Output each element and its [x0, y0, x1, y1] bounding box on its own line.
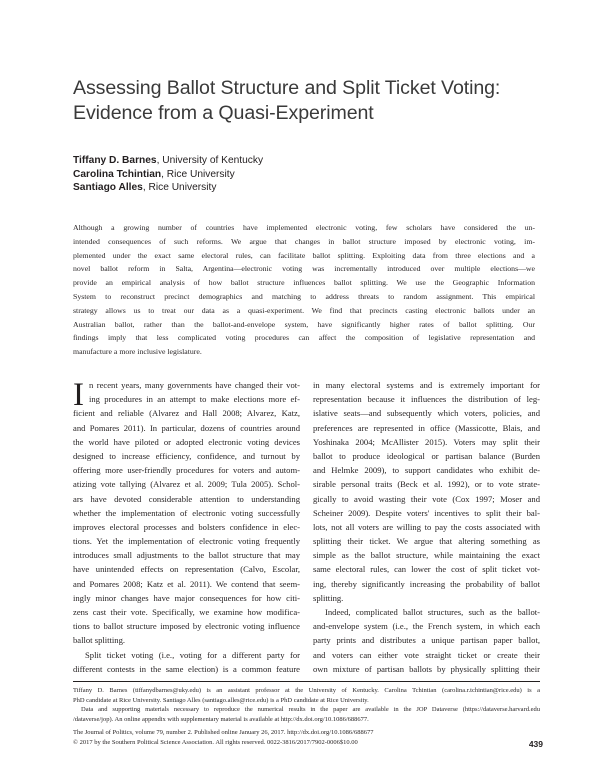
body-line: and Helmke 2009), to support candidates who exhibit de- [313, 465, 540, 476]
body-column-left [73, 378, 300, 676]
author-entry [73, 168, 263, 182]
author-affiliation: , Rice University [161, 168, 235, 180]
body-line: zens cast their vote. Specifically, we examine how modifica- [73, 607, 300, 617]
author-affiliation: , University of Kentucky [156, 155, 264, 166]
author-affiliation: , Rice University [142, 182, 217, 193]
body-line: the world have piloted or adopted electronic voting devices [73, 436, 300, 447]
author-entry [73, 181, 263, 195]
body-line: Indeed, complicated ballot structures, such as the ballot- [325, 607, 540, 617]
journal-citation: The Journal of Politics, volume 79, number 2. Published online January 26, 2017. http://dx.doi.org/10.1086/688677 [73, 729, 374, 736]
body-line: and Pomares 2011). In particular, dozens of countries around [73, 422, 300, 433]
article-title [73, 76, 543, 126]
body-line: same electoral rules, can lower the cost of split ticket vot- [313, 564, 540, 575]
footnotes [73, 686, 540, 724]
body-line: islative seats—and subsequently which voters, policies, and [313, 408, 540, 419]
abstract-line: findings imply that less complicated voting procedures can affect the composition of legislative representation and [73, 333, 535, 343]
abstract-line: novel ballot reform in Salta, Argentina—electronic voting was incrementally introduced over multiple elections—we [73, 264, 535, 274]
abstract-line: provide an empirical analysis of how ballot structure influences ballot splitting. We use the Geographic Information [73, 278, 535, 288]
body-line: Scheiner 2009). Despite voters' incentives to split their bal- [313, 507, 540, 518]
body-line: tions. Yet the implementation of electronic voting frequently [73, 536, 300, 547]
body-line: ballot splitting. [73, 635, 126, 646]
author-name: Carolina Tchintian [73, 168, 162, 180]
drop-cap: I [73, 377, 84, 413]
body-line: gically to avoid wasting their vote (Cox 1997; Moser and [313, 493, 540, 504]
body-line: sirable personal traits (Beck et al. 1992), or to vote strate- [313, 479, 540, 490]
abstract-line: plemented under the exact same electoral rules, can facilitate ballot splitting. Exploiting data from three elections and a [73, 250, 535, 260]
abstract-line: Although a growing number of countries have implemented electronic voting, few scholars have considered the un- [73, 223, 535, 232]
footnote-line: /dataverse/jop). An online appendix with supplementary material is available at http://dx.doi.org/10.1086/688677. [73, 715, 369, 723]
author-name: Santiago Alles [73, 182, 143, 193]
body-line: representation because it influences the distribution of leg- [313, 394, 540, 405]
body-line: splitting. [313, 592, 344, 603]
body-line: improves electoral processes and bolsters confidence in elec- [73, 521, 300, 532]
body-line: offering more user-friendly procedures for voters and autom- [73, 465, 300, 476]
body-line: ingly minor changes have major consequences for how citi- [73, 592, 300, 603]
title-line: Assessing Ballot Structure and Split Ticket Voting: [73, 77, 501, 99]
body-line: Yoshinaka 2004; McAllister 2015). Voters may split their [313, 436, 540, 447]
title-line: Evidence from a Quasi-Experiment [73, 102, 374, 124]
body-line: splitting their ticket. We argue that altering something as [313, 536, 540, 547]
body-line: own mixture of partisan ballots by physically splitting their [313, 663, 540, 674]
body-line: designed to increase efficiency, confidence, and turnout by [73, 450, 300, 461]
body-line: different contests in the same election) is a common feature [73, 663, 300, 674]
abstract-line: strategy allows us to treat our data as a quasi-experiment. We find that precincts casting electronic ballots under an [73, 305, 535, 315]
author-entry [73, 154, 263, 168]
body-column-right [313, 378, 540, 676]
body-line: ing procedures in an attempt to make elections more ef- [89, 394, 300, 405]
body-line: Split ticket voting (i.e., voting for a different party for [85, 649, 300, 660]
body-line: party prints and distributes a unique partisan paper ballot, [313, 635, 540, 646]
body-line: whether the implementation of electronic voting successfully [73, 507, 300, 518]
body-line: n recent years, many governments have changed their vot- [89, 380, 300, 390]
body-line: ballot to produce ideological or partisan balance (Burden [313, 450, 540, 461]
body-line: atizing vote tallying (Alvarez et al. 2009; Tula 2005). Schol- [73, 479, 300, 490]
body-line: and-envelope system (i.e., the French system, in which each [313, 621, 540, 632]
page-number: 439 [528, 739, 543, 749]
author-list [73, 154, 263, 195]
body-line: lots, not all voters are willing to pay the costs associated with [313, 521, 540, 532]
body-line: tions to ballot structure imposed by electronic voting influence [73, 621, 300, 632]
body-line: in many electoral systems and is extremely important for [313, 380, 540, 390]
journal-info [73, 728, 543, 747]
body-line: simple as the ballot structure, while maintaining the exact [313, 550, 540, 561]
body-line: preferences are represented in office (Massicotte, Blais, and [313, 422, 540, 433]
footnote-line: Data and supporting materials necessary to reproduce the numerical results in the paper are available in the JOP Dataverse (https://dataverse.harvard.edu [81, 706, 540, 713]
abstract-line: manufacture a more inclusive legislature. [73, 347, 202, 357]
footnote-line: Tiffany D. Barnes (tiffanydbarnes@uky.edu) is an assistant professor at the University of Kentucky. Carolina Tchintian (carolina.r.tchintian@rice.edu) is a [73, 687, 540, 694]
body-line: introduces small adjustments to the ballot structure that may [73, 550, 300, 561]
abstract [73, 221, 535, 359]
body-line: have unintended effects on representation (Calvo, Escolar, [73, 564, 300, 575]
abstract-line: System to reconstruct precinct demographics and matching to address threats to random assignment. This empirical [73, 291, 535, 301]
body-line: ing, thereby significantly increasing the probability of ballot [313, 578, 540, 589]
copyright-line: © 2017 by the Southern Political Science Association. All rights reserved. 0022-3816/2017/7902-0006$10.00 [73, 738, 358, 746]
body-line: and Pomares 2008; Katz et al. 2011). We contend that seem- [73, 578, 300, 589]
author-name: Tiffany D. Barnes [73, 155, 157, 166]
body-line: and voters can either vote straight ticket or create their [313, 649, 540, 660]
footnote-divider [73, 681, 540, 682]
body-line: ars have devoted considerable attention to understanding [73, 493, 300, 504]
body-line: ficient and reliable (Alvarez and Hall 2008; Alvarez, Katz, [73, 408, 300, 419]
abstract-line: Australian ballot, rather than the ballot-and-envelope system, have significantly higher rates of ballot splitting. Our [73, 319, 535, 329]
footnote-line: PhD candidate at Rice University. Santiago Alles (santiago.alles@rice.edu) is a PhD candidate at Rice University. [73, 696, 369, 704]
abstract-line: intended consequences of such reforms. We argue that changes in ballot structure imposed by electronic voting, im- [73, 236, 535, 246]
